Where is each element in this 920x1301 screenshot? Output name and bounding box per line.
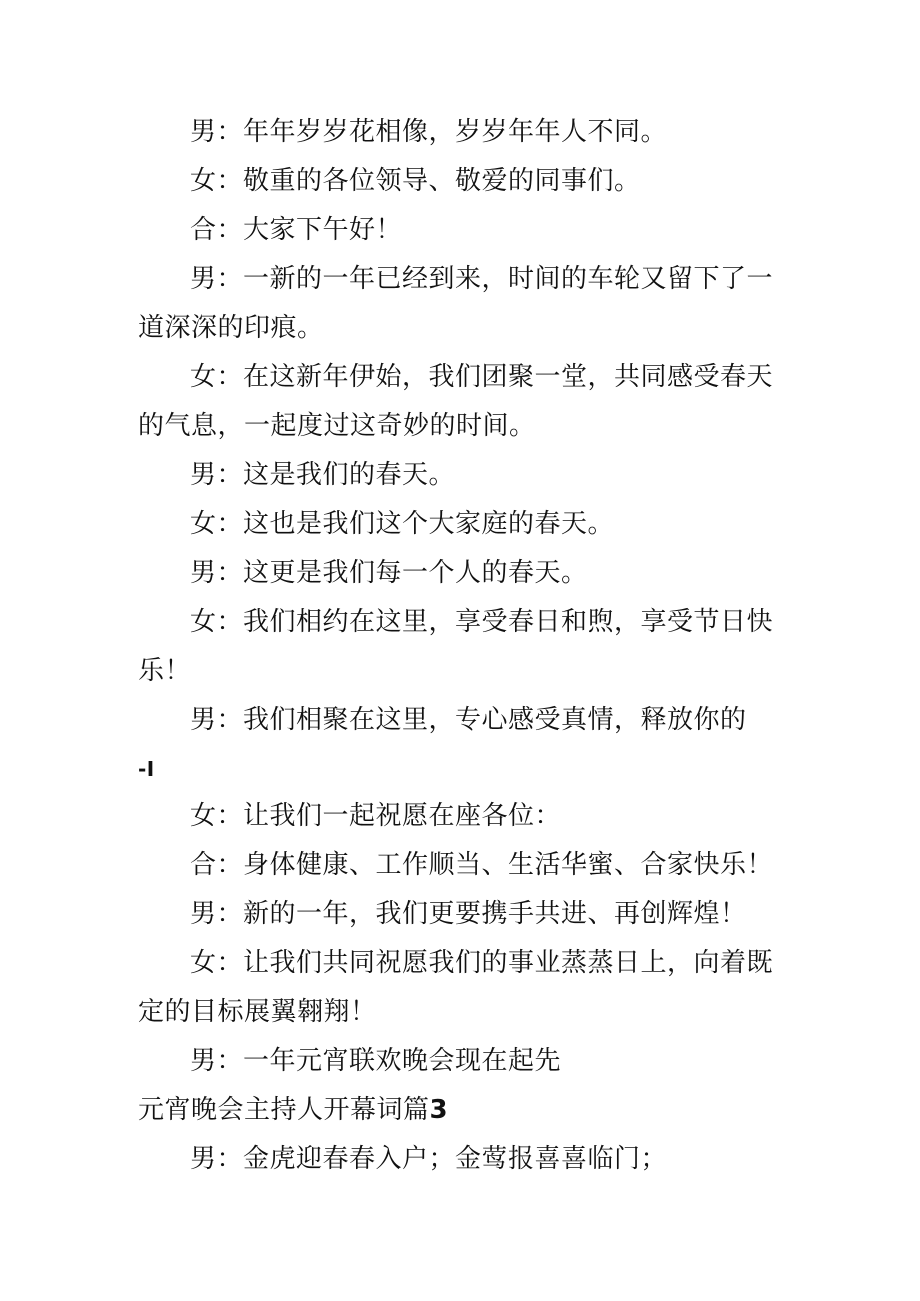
stray-mark: -I: [138, 757, 155, 781]
dialogue-line-continued: 定的目标展翼翱翔！: [138, 997, 377, 1027]
section-heading-text: 元宵晚会主持人开幕词篇: [138, 1095, 430, 1125]
dialogue-line: 男：金虎迎春春入户；金莺报喜喜临门；: [190, 1144, 668, 1174]
dialogue-line: 男：我们相聚在这里，专心感受真情，释放你的: [190, 705, 747, 735]
section-heading: [138, 1094, 448, 1126]
dialogue-line: 女：这也是我们这个大家庭的春天。: [190, 509, 615, 539]
dialogue-line: 男：一新的一年已经到来，时间的车轮又留下了一: [190, 264, 774, 294]
dialogue-line: 女：我们相约在这里，享受春日和煦，享受节日快: [190, 607, 774, 637]
dialogue-line-continued: 乐！: [138, 656, 192, 686]
dialogue-line-continued: 道深深的印痕。: [138, 313, 324, 343]
dialogue-line: 男：新的一年，我们更要携手共进、再创辉煌！: [190, 899, 747, 929]
dialogue-line: 男：年年岁岁花相像，岁岁年年人不同。: [190, 117, 668, 147]
dialogue-line: 女：在这新年伊始，我们团聚一堂，共同感受春天: [190, 362, 774, 392]
dialogue-line: 女：敬重的各位领导、敬爱的同事们。: [190, 166, 641, 196]
dialogue-line: 男：这更是我们每一个人的春天。: [190, 558, 588, 588]
dialogue-line-continued: 的气息，一起度过这奇妙的时间。: [138, 411, 536, 441]
dialogue-line: 男：一年元宵联欢晚会现在起先: [190, 1046, 562, 1076]
section-heading-number: 3: [429, 1095, 449, 1125]
dialogue-line: 合：身体健康、工作顺当、生活华蜜、合家快乐！: [190, 850, 774, 880]
dialogue-line: 合：大家下午好！: [190, 215, 403, 245]
dialogue-line: 男：这是我们的春天。: [190, 460, 456, 490]
dialogue-line: 女：让我们一起祝愿在座各位：: [190, 801, 562, 831]
dialogue-line: 女：让我们共同祝愿我们的事业蒸蒸日上，向着既: [190, 948, 774, 978]
